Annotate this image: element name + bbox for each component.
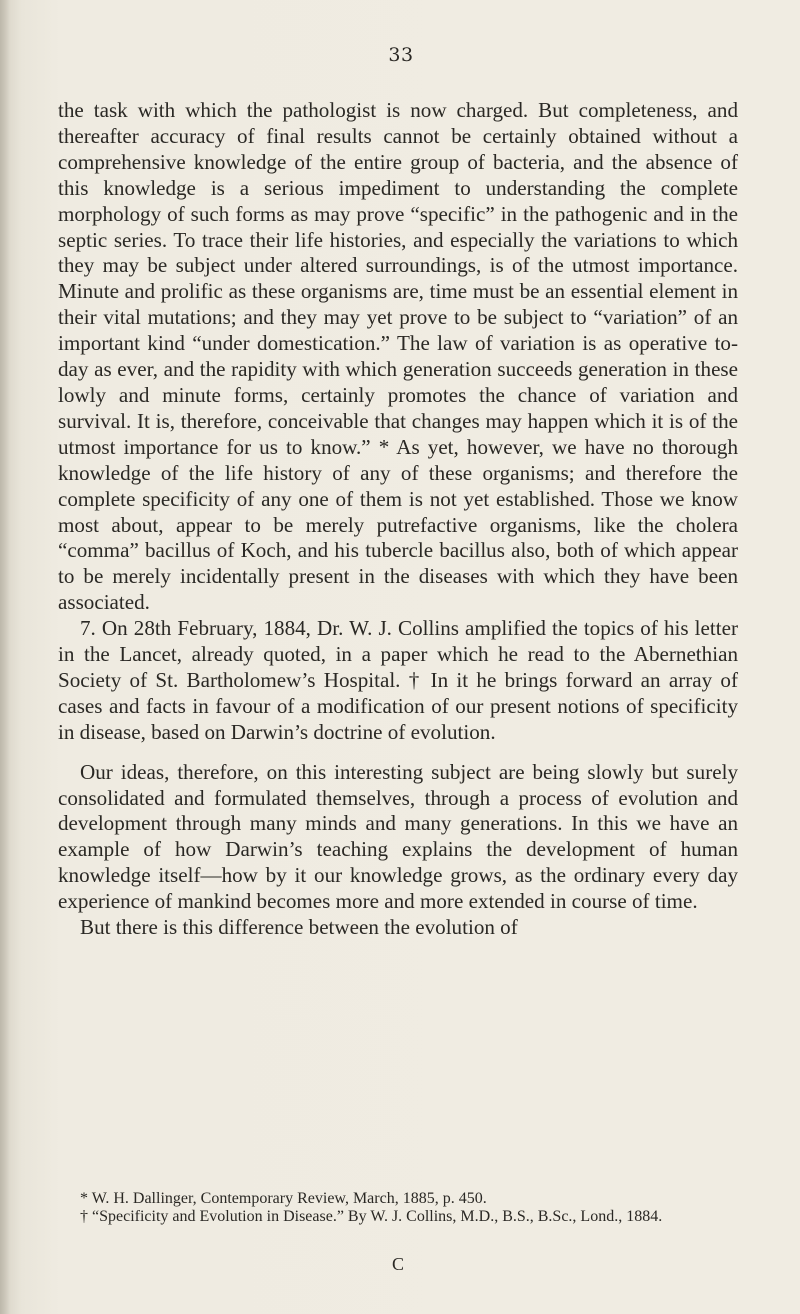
footnote-collins: † “Specificity and Evolution in Disease.” By W. J. Collins, M.D., B.S., B.Sc., Lond., 1884. [80,1208,663,1225]
footnotes [58,1190,738,1226]
body-text [58,98,738,941]
signature-mark: C [391,1254,404,1274]
page-edge-shadow [0,0,10,1314]
footnote-dallinger: * W. H. Dallinger, Contemporary Review, March, 1885, p. 450. [80,1190,487,1207]
paragraph-our-ideas: Our ideas, therefore, on this interesting subject are being slowly but surely consolidated and formulated themselves, through a process of evolution and development through many minds and many generations. In this we have an example of how Darwin’s teaching explains the development of human knowledge itself—how by it our knowledge grows, as the ordinary every day experience of mankind becomes more and more extended in course of time. [58,759,738,914]
paragraph-continuation: the task with which the pathologist is now charged. But completeness, and thereafter accuracy of final results cannot be certainly obtained without a comprehensive knowledge of the entire group of bacteria, and the absence of this knowledge is a serious impediment to understanding the complete morphology of such forms as may prove “specific” in the pathogenic and in the septic series. To trace their life histories, and especially the variations to which they may be subject under altered surroundings, is of the utmost importance. Minute and prolific as these organisms are, time must be an essential element in their vital mutations; and they may yet prove to be subject to “variation” of an important kind “under domestication.” The law of variation is as operative to-day as ever, and the rapidity with which generation succeeds generation in these lowly and minute forms, certainly promotes the chance of variation and survival. It is, therefore, conceivable that changes may happen which it is of the utmost importance for us to know.” * As yet, however, we have no thorough knowledge of the life history of any of these organisms; and therefore the complete specificity of any one of them is not yet established. Those we know most about, appear to be merely putrefactive organisms, like the cholera “comma” bacillus of Koch, and his tubercle bacillus also, both of which appear to be merely incidentally present in the diseases with which they have been associated. [58,98,738,615]
page-number: 33 [388,44,414,66]
paragraph-difference: But there is this difference between the evolution of [80,915,518,940]
paragraph-section-7: 7. On 28th February, 1884, Dr. W. J. Collins amplified the topics of his letter in the Lancet, already quoted, in a paper which he read to the Abernethian Society of St. Bartholomew’s Hospital. † In it he brings forward an array of cases and facts in favour of a modification of our present notions of specificity in disease, based on Darwin’s doctrine of evolution. [58,616,738,744]
